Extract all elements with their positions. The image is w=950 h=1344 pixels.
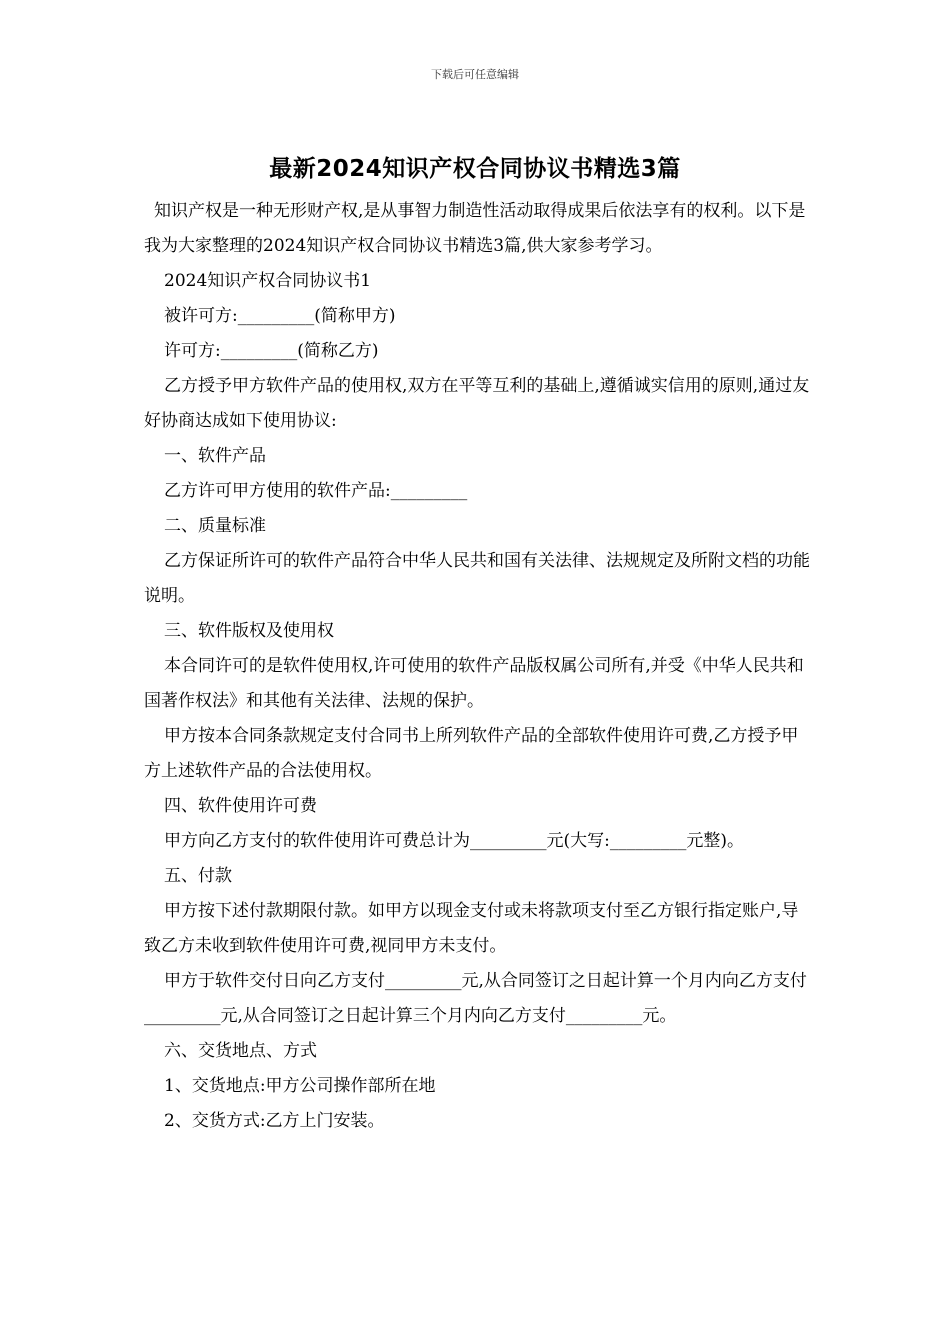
section-5-text-2: 甲方于软件交付日向乙方支付_________元,从合同签订之日起计算一个月内向乙方支付_________元,从合同签订之日起计算三个月内向乙方支付_________元。 (144, 971, 807, 1026)
document-body (144, 194, 814, 1139)
licensee-line: 被许可方:_________(简称甲方) (164, 306, 396, 326)
document-title: 最新2024知识产权合同协议书精选3篇 (269, 156, 681, 182)
section-3-text-2: 甲方按本合同条款规定支付合同书上所列软件产品的全部软件使用许可费,乙方授予甲方上述软件产品的合法使用权。 (144, 726, 799, 781)
section-3-text-1: 本合同许可的是软件使用权,许可使用的软件产品版权属公司所有,并受《中华人民共和国著作权法》和其他有关法律、法规的保护。 (144, 656, 804, 711)
agreement-heading: 2024知识产权合同协议书1 (164, 271, 372, 291)
preamble-paragraph: 乙方授予甲方软件产品的使用权,双方在平等互利的基础上,遵循诚实信用的原则,通过友好协商达成如下使用协议: (144, 376, 810, 431)
section-4-text: 甲方向乙方支付的软件使用许可费总计为_________元(大写:_________元整)。 (164, 831, 744, 851)
page-header-note: 下载后可任意编辑 (431, 68, 519, 81)
intro-paragraph: 知识产权是一种无形财产权,是从事智力制造性活动取得成果后依法享有的权利。以下是我为大家整理的2024知识产权合同协议书精选3篇,供大家参考学习。 (144, 201, 806, 256)
section-heading-3: 三、软件版权及使用权 (164, 621, 334, 641)
section-6-item-2: 2、交货方式:乙方上门安装。 (164, 1111, 385, 1131)
section-heading-1: 一、软件产品 (164, 446, 266, 466)
licensor-line: 许可方:_________(简称乙方) (164, 341, 379, 361)
section-heading-5: 五、付款 (164, 866, 232, 886)
section-heading-2: 二、质量标准 (164, 516, 266, 536)
section-5-text-1: 甲方按下述付款期限付款。如甲方以现金支付或未将款项支付至乙方银行指定账户,导致乙方未收到软件使用许可费,视同甲方未支付。 (144, 901, 799, 956)
section-6-item-1: 1、交货地点:甲方公司操作部所在地 (164, 1076, 436, 1096)
section-heading-6: 六、交货地点、方式 (164, 1041, 317, 1061)
section-heading-4: 四、软件使用许可费 (164, 796, 317, 816)
section-2-text: 乙方保证所许可的软件产品符合中华人民共和国有关法律、法规规定及所附文档的功能说明。 (144, 551, 810, 606)
section-1-text: 乙方许可甲方使用的软件产品:_________ (164, 481, 468, 501)
